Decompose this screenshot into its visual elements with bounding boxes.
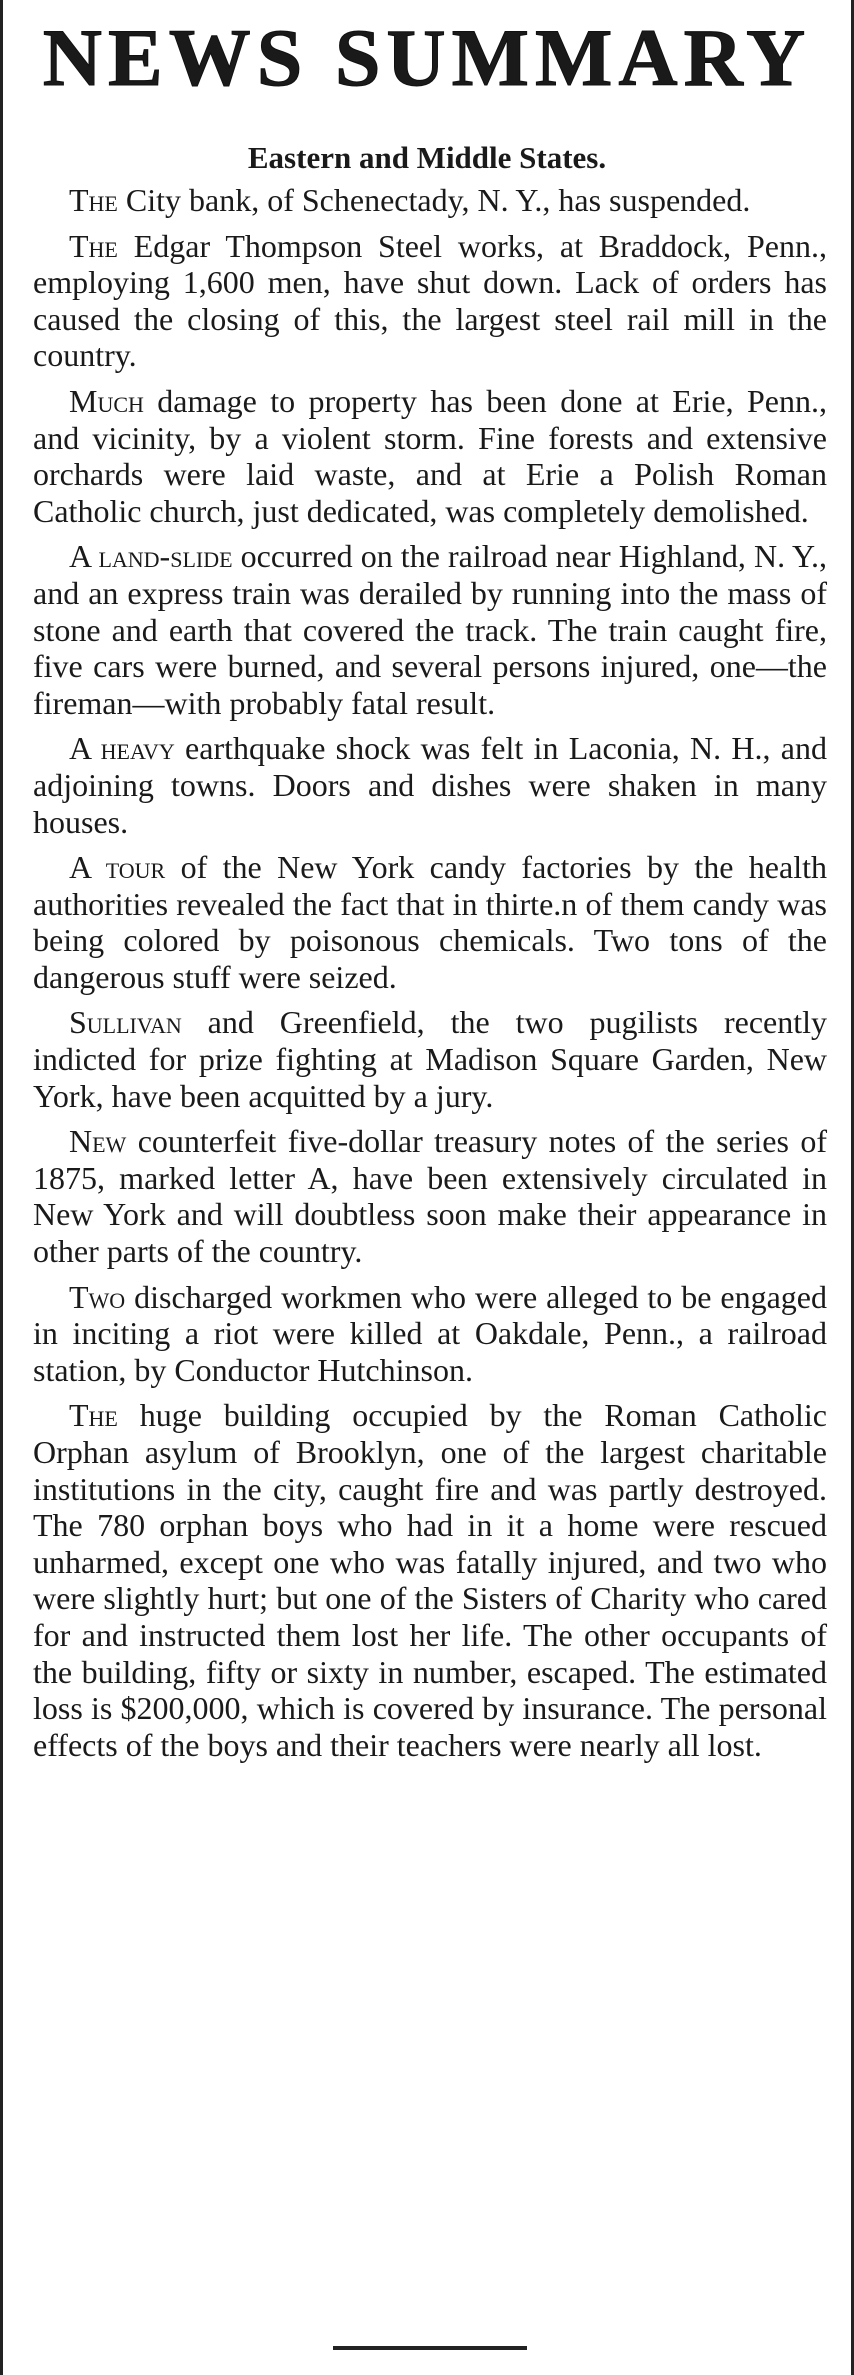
- news-item-text: huge building occupied by the Roman Catholic Orphan asylum of Brooklyn, one of the largest charitable institutions in the city, caught fire and was partly destroyed. The 780 orphan boys who had in it a home were rescued unharmed, except one who was fatally injured, and two who were slightly hurt; but one of the Sisters of Charity who cared for and instructed them lost her life. The other occupants of the building, fifty or sixty in number, escaped. The estimated loss is $200,000, which is covered by insurance. The personal effects of the boys and their teachers were nearly all lost.: [33, 1397, 827, 1763]
- news-item-lead: A land-slide: [69, 538, 233, 575]
- news-item-lead: A heavy: [69, 730, 175, 767]
- news-item-text: of the New York candy factories by the health authorities revealed the fact that in thirte.n of them candy was being colored by poisonous chemicals. Two tons of the dangerous stuff were seized.: [33, 849, 827, 995]
- news-item-text: discharged workmen who were alleged to be engaged in inciting a riot were killed at Oakdale, Penn., a railroad station, by Conductor Hutchinson.: [33, 1278, 827, 1388]
- news-item-lead: Sullivan: [69, 1004, 182, 1041]
- news-item-text: occurred on the railroad near Highland, N. Y., and an express train was derailed by running into the mass of stone and earth that covered the track. The train caught fire, five cars were burned, and several persons injured, one—the fireman—with probably fatal result.: [33, 538, 827, 721]
- news-item: [33, 1397, 827, 1763]
- news-item-lead: A tour: [69, 849, 166, 886]
- news-item-text: earthquake shock was felt in Laconia, N. H., and adjoining towns. Doors and dishes were shaken in many houses.: [33, 730, 828, 840]
- news-item-lead: Much: [69, 382, 144, 419]
- news-item: [33, 538, 827, 721]
- news-item: [33, 849, 827, 995]
- article-body: [33, 182, 827, 1772]
- news-item: [33, 383, 827, 529]
- news-item-text: damage to property has been done at Erie, Penn., and vicinity, by a violent storm. Fine forests and extensive orchards were laid waste, and at Erie a Polish Roman Catholic church, just dedicated, was completely demolished.: [33, 382, 827, 529]
- news-item: [33, 228, 827, 374]
- news-item-lead: The: [69, 1397, 118, 1434]
- end-rule-divider: [333, 2346, 527, 2350]
- masthead-title: NEWS SUMMARY: [42, 12, 812, 103]
- news-item: [33, 730, 827, 840]
- news-item: [33, 1004, 827, 1114]
- news-item-text: City bank, of Schenectady, N. Y., has suspended.: [117, 182, 751, 218]
- news-item-text: Edgar Thompson Steel works, at Braddock, Penn., employing 1,600 men, have shut down. Lack of orders has caused the closing of this, the largest steel rail mill in the country.: [33, 227, 827, 374]
- news-item-lead: Two: [69, 1278, 126, 1315]
- news-item: [33, 182, 827, 219]
- news-item-text: and Greenfield, the two pugilists recently indicted for prize fighting at Madison Square Garden, New York, have been acquitted by a jury.: [33, 1004, 827, 1114]
- news-item: [33, 1279, 827, 1389]
- news-item-lead: The: [69, 227, 118, 264]
- news-item-text: counterfeit five-dollar treasury notes of the series of 1875, marked letter A, have been extensively circulated in New York and will doubtless soon make their appearance in other parts of the country.: [33, 1123, 827, 1270]
- news-item-lead: The: [69, 182, 118, 218]
- news-item-lead: New: [69, 1123, 127, 1160]
- news-item: [33, 1123, 827, 1269]
- section-heading: Eastern and Middle States.: [247, 140, 607, 175]
